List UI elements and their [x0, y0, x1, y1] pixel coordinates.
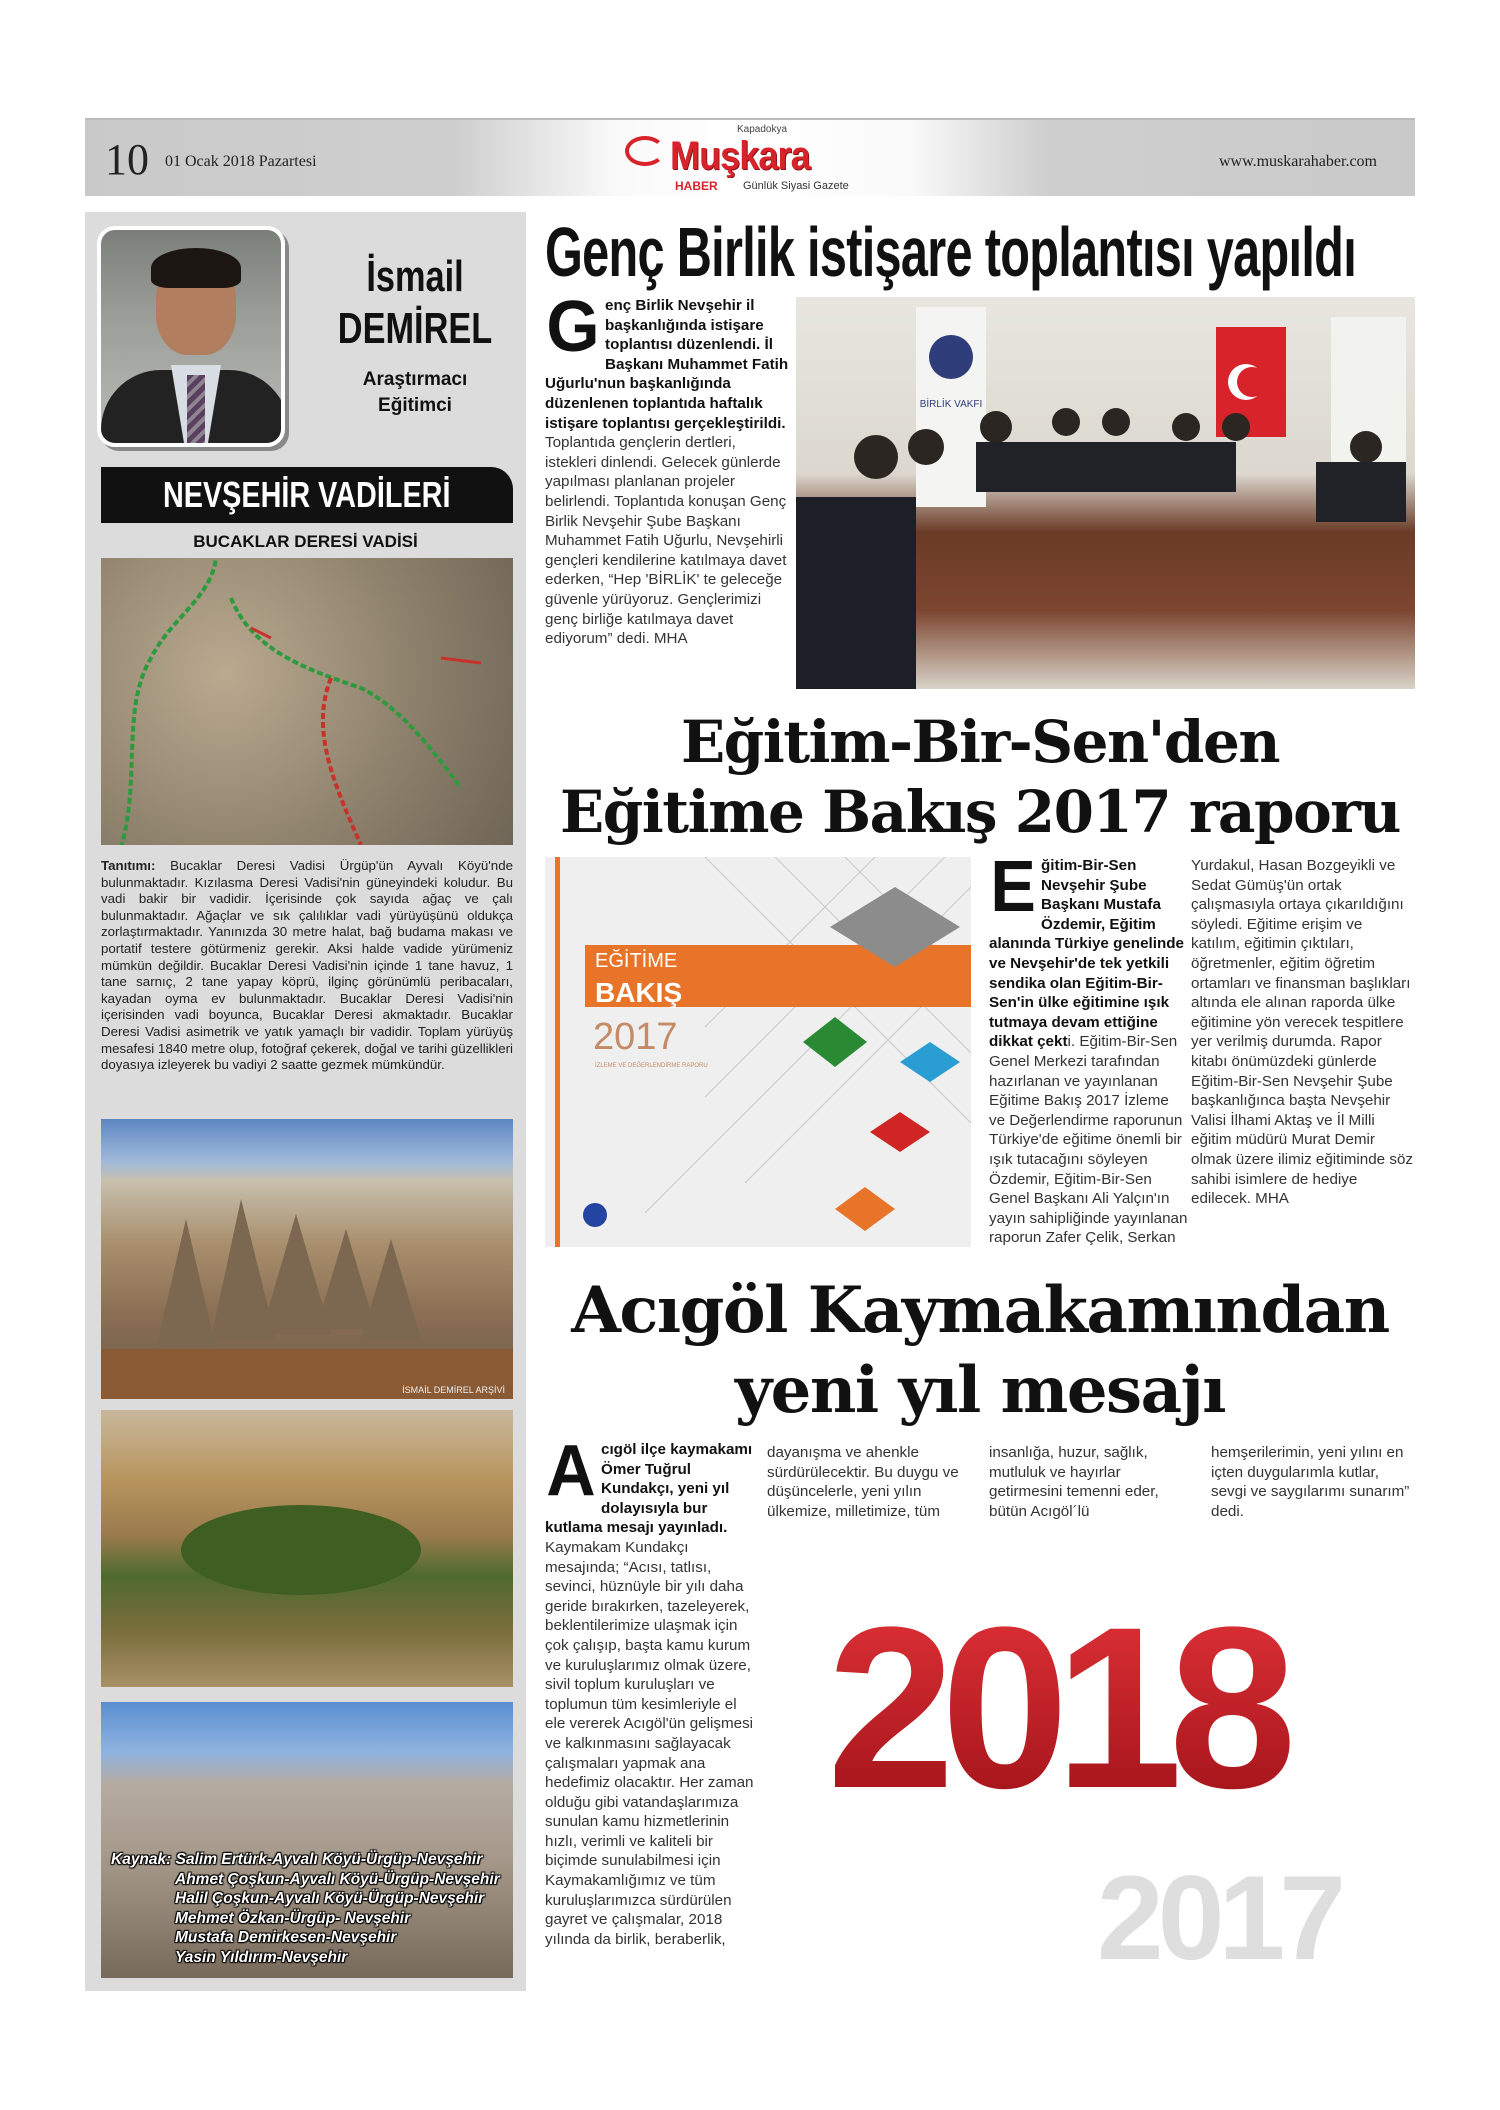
source-item: Mustafa Demirkesen-Nevşehir: [175, 1929, 397, 1946]
article-text: i. Eğitim-Bir-Sen Genel Merkezi tarafından hazırlanan ve yayınlanan Eğitime Bakış 2017 İzleme ve Değerlendirme raporunun Türkiye'de eğitime önemli bir ışık tutacağını söyleyen Özdemir, Eğitim-Bir-Sen Genel Başkanı Ali Yalçın'ın yayın sahipliğinde yayınlanan raporun Zafer Çelik, Serkan: [989, 1033, 1188, 1247]
author-role: Eğitimci: [378, 395, 452, 416]
article-text: Kaymakam Kundakçı mesajında; “Acısı, tatlısı, sevinci, hüznüyle bir yılı daha geride bırakırken, tazeleyerek, beklentilerimize ulaşmak için çok çalışıp, başta kamu kurum ve kuruluşlarımız olmak üzere, sivil toplum kuruluşları ve toplumun tüm kesimleriyle el ele vererek Acıgöl'ün gelişmesi ve kalkınmasını sağlayacak çalışmaları yapmak ana hedefimiz olacaktır. Her zaman olduğu gibi vatandaşlarımıza sunulan kamu hizmetlerinin hızlı, verimli ve kaliteli bir biçimde sunulabilmesi için Kaymakamlığımız ve tüm kuruluşlarımızca sürdürülen gayret ve çalışmalar, 2018 yılında da birlik, beraberlik,: [545, 1538, 754, 1948]
bar-chart-icon: [870, 1112, 930, 1152]
new-year-2018-image: [767, 1547, 1415, 1979]
headline-text: Genç Birlik istişare toplantısı yapıldı: [545, 213, 1357, 291]
logo-haber: HABER: [675, 179, 718, 193]
drop-cap: A: [546, 1431, 596, 1511]
article-lead: ğitim-Bir-Sen Nevşehir Şube Başkanı Mustafa Özdemir, Eğitim alanında Türkiye genelinde ve Nevşehir'de tek yetkili sendika olan Eğitim-Bir-Sen'in ülke eğitimine ışık tutmaya devam ettiğine dikkat çekt: [989, 857, 1184, 1051]
valley-satellite-map: [101, 558, 513, 845]
author-photo: [97, 226, 285, 447]
union-logo-icon: [583, 1203, 607, 1227]
drop-cap: E: [990, 847, 1036, 927]
report-cover-image: [545, 857, 971, 1247]
article3-column4: hemşerilerimin, yeni yılını en içten duygularımla kutlar, sevgi ve saygılarımı sunarım” dedi.: [1211, 1444, 1410, 1520]
sources-list: [111, 1850, 500, 1967]
article3-headline-line2: yeni yıl mesajı: [734, 1353, 1226, 1428]
article3-column2: dayanışma ve ahenkle sürdürülecektir. Bu duygu ve düşüncelerle, yeni yılın ülkemize, milletimize, tüm: [767, 1444, 959, 1520]
sources-label: Kaynak:: [111, 1851, 172, 1868]
article-text: Toplantıda gençlerin dertleri, istekleri dinlendi. Gelecek günlerde yapılması planlanan projeler belirlendi. Toplantıda konuşan Genç Birlik Nevşehir Şube Başkanı Muhammet Fatih Uğurlu, Nevşehirli gençleri kendilerine katılmaya davet ederken, “Hep 'BİRLİK' te geleceğe güvenle yürüyoruz. Gençlerimizi genç birliğe katılmaya davet ediyorum” dedi. MHA: [545, 434, 787, 648]
valley-description: [101, 858, 513, 1074]
article3-column1: [545, 1431, 757, 1949]
meeting-photo: [796, 297, 1415, 689]
article-lead: cıgöl ilçe kaymakamı Ömer Tuğrul Kundakçı, yeni yıl dolayısıyla bur kutlama mesajı yayınladı.: [545, 1441, 753, 1537]
page-header: [85, 118, 1415, 196]
intro-label: Tanıtımı:: [101, 858, 156, 873]
valley-subtitle: BUCAKLAR DERESİ VADİSİ: [193, 532, 418, 551]
bird-logo-icon: [625, 136, 665, 166]
graduate-icon: [900, 1042, 960, 1082]
article1-body: [545, 287, 790, 649]
article-lead: enç Birlik Nevşehir il başkanlığında istişare toplantısı düzenlendi. İl Başkanı Muhammet Fatih Uğurlu'nun başkanlığında düzenlenen toplantıda haftalık istişare toplantısı gerçekleştirildi.: [545, 297, 789, 432]
valley-pond-photo: [101, 1410, 513, 1687]
article2-column2: Yurdakul, Hasan Bozgeyikli ve Sedat Gümüş'ün ortak çalışmasıyla ortaya çıkarıldığını söyledi. Eğitime erişim ve katılım, eğitimin çıktıları, öğretmenler, eğitim öğretim ortamları ve finansman başlıkları altında ele alınan raporda ülke eğitimine yön verecek tespitlere yer verilmiş durumda. Rapor kitabı önümüzdeki günlerde Eğitim-Bir-Sen Nevşehir Şube başkanlığınca başta Nevşehir Valisi İlhami Aktaş ve İl Milli eğitim müdürü Murat Demir olmak üzere ilimiz eğitiminde söz sahibi isimlere de hediye edilecek. MHA: [1191, 857, 1413, 1208]
source-item: Salim Ertürk-Ayvalı Köyü-Ürgüp-Nevşehir: [175, 1851, 483, 1868]
book-subtitle: İZLEME VE DEĞERLENDİRME RAPORU: [595, 1063, 708, 1069]
author-role: Araştırmacı: [362, 369, 468, 390]
page-number: 10: [105, 135, 149, 184]
rock-dwellings-photo: [101, 1702, 513, 1978]
book-year: 2017: [593, 1016, 678, 1058]
series-title: NEVŞEHİR VADİLERİ: [163, 474, 451, 515]
book-icon: [835, 1187, 895, 1231]
new-year-digits: 2018: [827, 1579, 1283, 1836]
book-title-1: EĞİTİME: [595, 950, 678, 972]
article2-column1: [989, 847, 1189, 1248]
website-url[interactable]: www.muskarahaber.com: [1218, 153, 1377, 170]
article2-headline-line1: Eğitim-Bir-Sen'den: [680, 708, 1280, 776]
map-routes: [101, 558, 513, 845]
logo-kapadokya: Kapadokya: [737, 124, 788, 135]
article1-headline: [545, 212, 1415, 292]
source-item: Ahmet Çoşkun-Ayvalı Köyü-Ürgüp-Nevşehir: [175, 1870, 500, 1888]
source-item: Yasin Yıldırım-Nevşehir: [175, 1948, 348, 1966]
source-item: Halil Çoşkun-Ayvalı Köyü-Ürgüp-Nevşehir: [175, 1890, 485, 1907]
column-sidebar: [85, 212, 526, 1991]
series-title-banner: [101, 467, 513, 523]
article2-headline-line2: Eğitime Bakış 2017 raporu: [560, 778, 1400, 846]
book-title-2: BAKIŞ: [595, 977, 683, 1008]
author-first-name: İsmail: [366, 252, 464, 301]
banner-text: BİRLİK VAKFI: [919, 399, 983, 410]
pie-chart-icon: [803, 1017, 867, 1067]
logo-name: Muşkara: [670, 134, 810, 178]
source-item: Mehmet Özkan-Ürgüp- Nevşehir: [175, 1909, 411, 1927]
article3-column3: insanlığa, huzur, sağlık, mutluluk ve hayırlar getirmesini temenni eder, bütün Acıgöl´lü: [989, 1444, 1159, 1520]
intro-text: Bucaklar Deresi Vadisi Ürgüp'ün Ayvalı Köyü'nde bulunmaktadır. Kızılasma Deresi Vadisi'nin güneyindeki koludur. Bu vadi bakir bir vadidir. İçerisinde çok sayıda ağaç ve çalı bulunmaktadır. Ağaçlar ve sık çalılıklar vadi yürüyüşünü oldukça zorlaştırmaktadır. Yanınızda 30 metre halat, bağ budama makası ve portatif testere götürmeniz gerekir. Aksi halde vadide yürümeniz mümkün değildir. Bucaklar Deresi Vadisi'nin içinde 1 tane havuz, 1 tane sarnıç, 2 tane yapay köprü, ilginç görünümlü peribacaları, kayadan oyma ev bulunmaktadır. Bucaklar Deresi Vadisi'nin içerisinden vadi boyunca, Bucaklar Deresi akmaktadır. Bucaklar Deresi Vadisi asimetrik ve yatık yamaçlı bir vadidir. Toplam yürüyüş mesafesi 1840 metre olup, fotoğraf çekerek, doğal ve tarihi güzellikleri doyasıya izleyerek bu vadiyi 2 saatte gezmek mümkündür.: [101, 858, 513, 1073]
fairy-chimneys-photo: [101, 1119, 513, 1399]
old-year-digits: 2017: [1097, 1851, 1340, 1979]
issue-date: 01 Ocak 2018 Pazartesi: [165, 153, 317, 170]
logo-tagline: Günlük Siyasi Gazete: [743, 180, 849, 192]
drop-cap: G: [546, 287, 600, 367]
newspaper-logo: [625, 124, 875, 194]
photo-credit: İSMAİL DEMİREL ARŞİVİ: [402, 1385, 505, 1395]
author-last-name: DEMİREL: [337, 304, 493, 353]
article3-headline-line1: Acıgöl Kaymakamından: [571, 1273, 1389, 1348]
